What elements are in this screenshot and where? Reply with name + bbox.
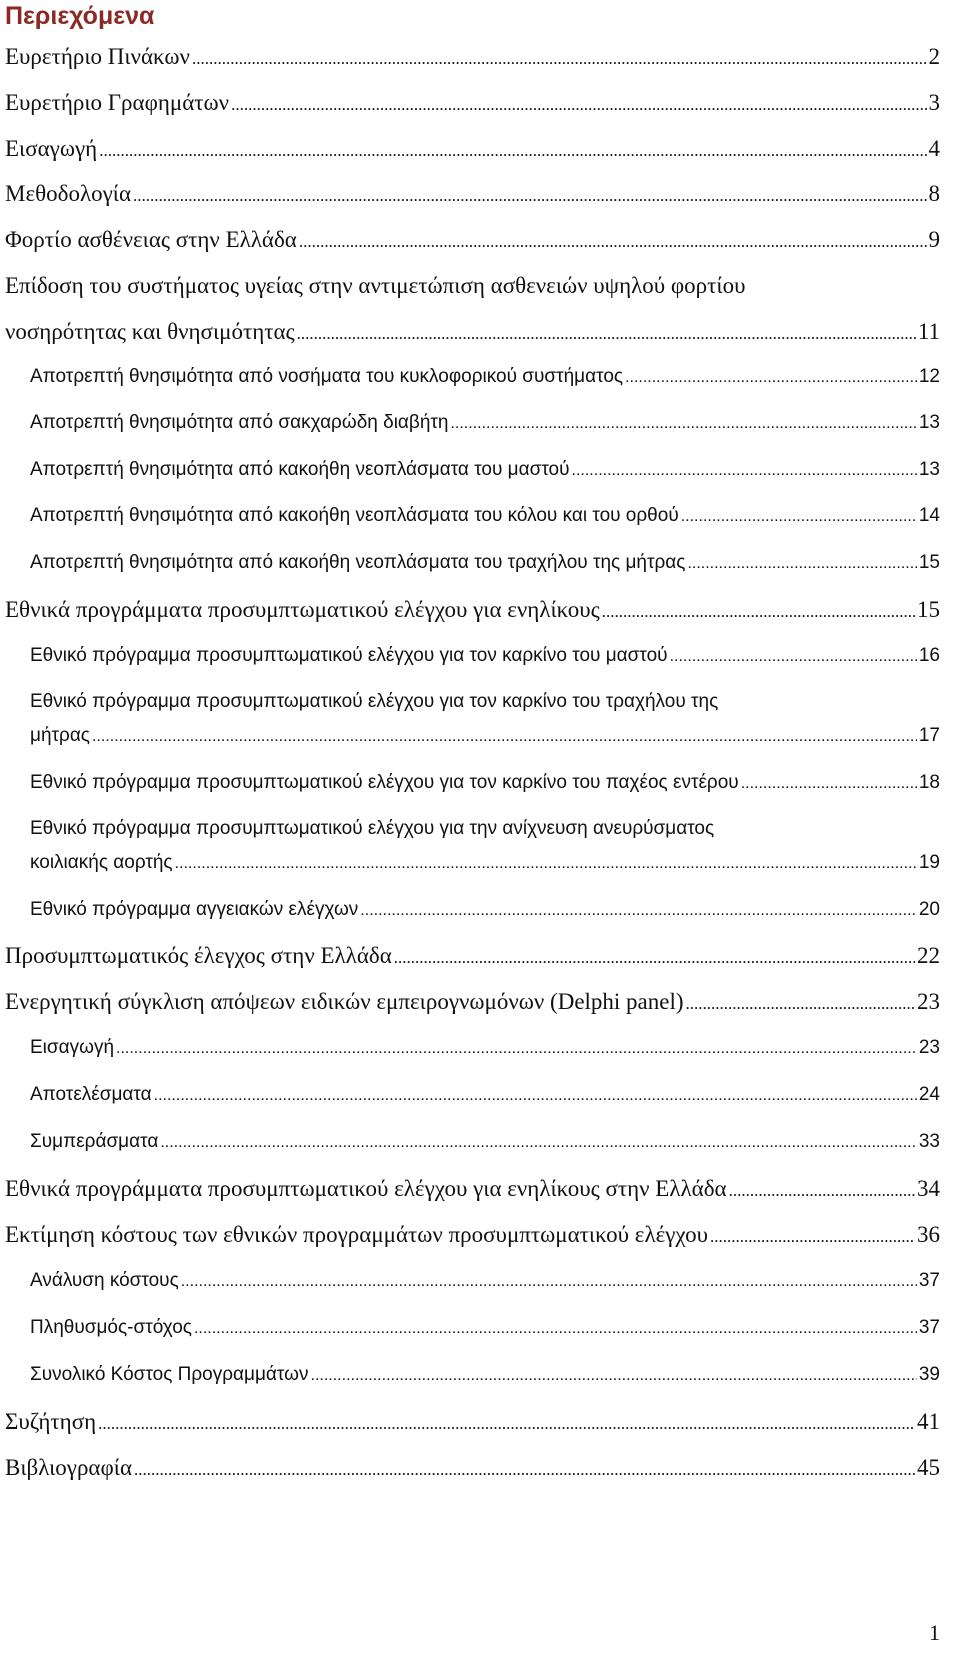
toc-entry[interactable] <box>30 1270 940 1292</box>
toc-entry-label: Αποτρεπτή θνησιμότητα από κακοήθη νεοπλάσματα του τραχήλου της μήτρας <box>30 552 686 573</box>
dot-leader <box>729 1176 915 1202</box>
dot-leader <box>133 181 926 207</box>
toc-entry[interactable] <box>5 44 940 70</box>
toc-entry-page: 37 <box>918 1270 940 1291</box>
dot-leader <box>686 989 915 1015</box>
toc-entry[interactable] <box>30 552 940 574</box>
dot-leader <box>192 44 927 70</box>
toc-entry-label: νοσηρότητας και θνησιμότητας <box>5 319 295 344</box>
dot-leader <box>181 1270 917 1292</box>
toc-entry-label-line1[interactable]: Επίδοση του συστήματος υγείας στην αντιμετώπιση ασθενειών υψηλού φορτίου <box>5 273 746 298</box>
toc-entry-label-line1[interactable]: Εθνικό πρόγραμμα προσυμπτωματικού ελέγχου για την ανίχνευση ανευρύσματος <box>30 818 715 839</box>
dot-leader <box>231 90 926 116</box>
toc-entry[interactable] <box>30 1084 940 1106</box>
toc-entry-label-line1[interactable]: Εθνικό πρόγραμμα προσυμπτωματικού ελέγχου για τον καρκίνο του τραχήλου της <box>30 691 719 712</box>
dot-leader <box>175 852 917 874</box>
toc-entry-page: 15 <box>918 552 940 573</box>
dot-leader <box>450 412 916 434</box>
toc-entry-label: Προσυμπτωματικός έλεγχος στην Ελλάδα <box>5 943 392 968</box>
toc-entry[interactable] <box>30 645 940 667</box>
toc-entry[interactable] <box>5 90 940 116</box>
toc-entry-label: Εισαγωγή <box>30 1037 115 1058</box>
toc-entry-page: 4 <box>928 136 940 161</box>
toc-entry-page: 13 <box>918 412 940 433</box>
toc-entry-label: Ενεργητική σύγκλιση απόψεων ειδικών εμπειρογνωμόνων (Delphi panel) <box>5 989 684 1014</box>
toc-entry[interactable] <box>30 1131 940 1153</box>
toc-entry-label: Ανάλυση κόστους <box>30 1270 179 1291</box>
toc-entry-page: 11 <box>917 319 940 344</box>
toc-entry-label: Αποτρεπτή θνησιμότητα από σακχαρώδη διαβήτη <box>30 412 449 433</box>
toc-entry[interactable] <box>5 181 940 207</box>
toc-entry-page: 9 <box>928 227 940 252</box>
dot-leader <box>299 227 927 253</box>
dot-leader <box>154 1084 917 1106</box>
toc-entry[interactable] <box>30 459 940 481</box>
toc-entry-page: 22 <box>917 943 940 968</box>
toc-entry-label: Φορτίο ασθένειας στην Ελλάδα <box>5 227 297 252</box>
dot-leader <box>602 597 915 623</box>
toc-entry-label: Πληθυσμός-στόχος <box>30 1317 192 1338</box>
toc-entry-label: Εθνικά προγράμματα προσυμπτωματικού ελέγχου για ενηλίκους στην Ελλάδα <box>5 1176 727 1201</box>
toc-entry[interactable] <box>30 899 940 921</box>
toc-entry-page: 20 <box>918 899 940 920</box>
toc-entry-label: Συνολικό Κόστος Προγραμμάτων <box>30 1364 309 1385</box>
toc-entry-label: Αποτελέσματα <box>30 1084 152 1105</box>
page-number: 1 <box>929 1620 940 1645</box>
toc-entry-label: Αποτρεπτή θνησιμότητα από κακοήθη νεοπλάσματα του κόλου και του ορθού <box>30 505 679 526</box>
dot-leader <box>394 943 915 969</box>
toc-entry-label: Ευρετήριο Πινάκων <box>5 44 190 69</box>
dot-leader <box>710 1222 915 1248</box>
toc-entry-page: 45 <box>917 1455 940 1480</box>
dot-leader <box>681 505 917 527</box>
dot-leader <box>134 1455 915 1481</box>
dot-leader <box>160 1131 917 1153</box>
toc-entry-label: Εκτίμηση κόστους των εθνικών προγραμμάτων προσυμπτωματικού ελέγχου <box>5 1222 709 1247</box>
dot-leader <box>98 1409 915 1435</box>
dot-leader <box>625 366 917 388</box>
toc-entry-label: κοιλιακής αορτής <box>30 852 173 873</box>
toc-entry[interactable] <box>5 1409 940 1435</box>
toc-entry-label: Συμπεράσματα <box>30 1131 159 1152</box>
toc-entry-label: Αποτρεπτή θνησιμότητα από νοσήματα του κυκλοφορικού συστήματος <box>30 366 624 387</box>
toc-entry-label: Ευρετήριο Γραφημάτων <box>5 90 230 115</box>
toc-entry-label: Μεθοδολογία <box>5 181 132 206</box>
toc-entry-page: 12 <box>918 366 940 387</box>
toc-entry[interactable] <box>30 725 940 747</box>
toc-entry[interactable] <box>30 1037 940 1059</box>
toc-entry-label: Αποτρεπτή θνησιμότητα από κακοήθη νεοπλάσματα του μαστού <box>30 459 570 480</box>
toc-entry-page: 16 <box>918 645 940 666</box>
toc-entry[interactable] <box>30 366 940 388</box>
toc-entry[interactable] <box>30 505 940 527</box>
toc-entry-label: Συζήτηση <box>5 1409 97 1434</box>
toc-entry-label: Εθνικά προγράμματα προσυμπτωματικού ελέγχου για ενηλίκους <box>5 597 600 622</box>
toc-entry-page: 13 <box>918 459 940 480</box>
toc-entry-label: μήτρας <box>30 725 90 746</box>
toc-entry-page: 34 <box>917 1176 940 1201</box>
toc-entry-page: 36 <box>917 1222 940 1247</box>
dot-leader <box>670 645 917 667</box>
toc-entry-page: 14 <box>918 505 940 526</box>
toc-entry-page: 23 <box>917 989 940 1014</box>
toc-entry[interactable] <box>5 943 940 969</box>
toc-entry-page: 37 <box>918 1317 940 1338</box>
dot-leader <box>311 1364 917 1386</box>
toc-entry-page: 24 <box>918 1084 940 1105</box>
toc-entry-label: Εθνικό πρόγραμμα αγγειακών ελέγχων <box>30 899 359 920</box>
toc-entry[interactable] <box>5 1176 940 1202</box>
toc-entry-page: 8 <box>928 181 940 206</box>
toc-entry-page: 33 <box>918 1131 940 1152</box>
dot-leader <box>99 136 926 162</box>
toc-entry-page: 17 <box>918 725 940 746</box>
toc-entry-label: Εθνικό πρόγραμμα προσυμπτωματικού ελέγχου για τον καρκίνο του μαστού <box>30 645 668 666</box>
toc-entry-page: 23 <box>918 1037 940 1058</box>
dot-leader <box>572 459 917 481</box>
dot-leader <box>297 319 916 345</box>
toc-entry[interactable] <box>5 319 940 345</box>
dot-leader <box>194 1317 917 1339</box>
toc-entry[interactable] <box>5 1222 940 1248</box>
toc-entry[interactable] <box>5 227 940 253</box>
toc-entry-page: 2 <box>928 44 940 69</box>
dot-leader <box>741 772 917 794</box>
toc-entry-page: 41 <box>917 1409 940 1434</box>
toc-entry-page: 19 <box>918 852 940 873</box>
toc-entry[interactable] <box>30 772 940 794</box>
toc-entry[interactable] <box>5 989 940 1015</box>
toc-entry-label: Εισαγωγή <box>5 136 98 161</box>
toc-title: Περιεχόμενα <box>5 2 155 30</box>
dot-leader <box>360 899 917 921</box>
toc-entry-page: 18 <box>918 772 940 793</box>
toc-entry[interactable] <box>30 1364 940 1386</box>
toc-entry-page: 15 <box>917 597 940 622</box>
toc-entry[interactable] <box>30 412 940 434</box>
toc-entry[interactable] <box>30 852 940 874</box>
toc-entry-label: Εθνικό πρόγραμμα προσυμπτωματικού ελέγχου για τον καρκίνο του παχέος εντέρου <box>30 772 739 793</box>
toc-entry-page: 3 <box>928 90 940 115</box>
dot-leader <box>92 725 917 747</box>
toc-entry-page: 39 <box>918 1364 940 1385</box>
toc-entry[interactable] <box>5 136 940 162</box>
toc-entry[interactable] <box>5 1455 940 1481</box>
dot-leader <box>687 552 916 574</box>
dot-leader <box>116 1037 917 1059</box>
toc-entry[interactable] <box>30 1317 940 1339</box>
toc-entry[interactable] <box>5 597 940 623</box>
toc-entry-label: Βιβλιογραφία <box>5 1455 132 1480</box>
